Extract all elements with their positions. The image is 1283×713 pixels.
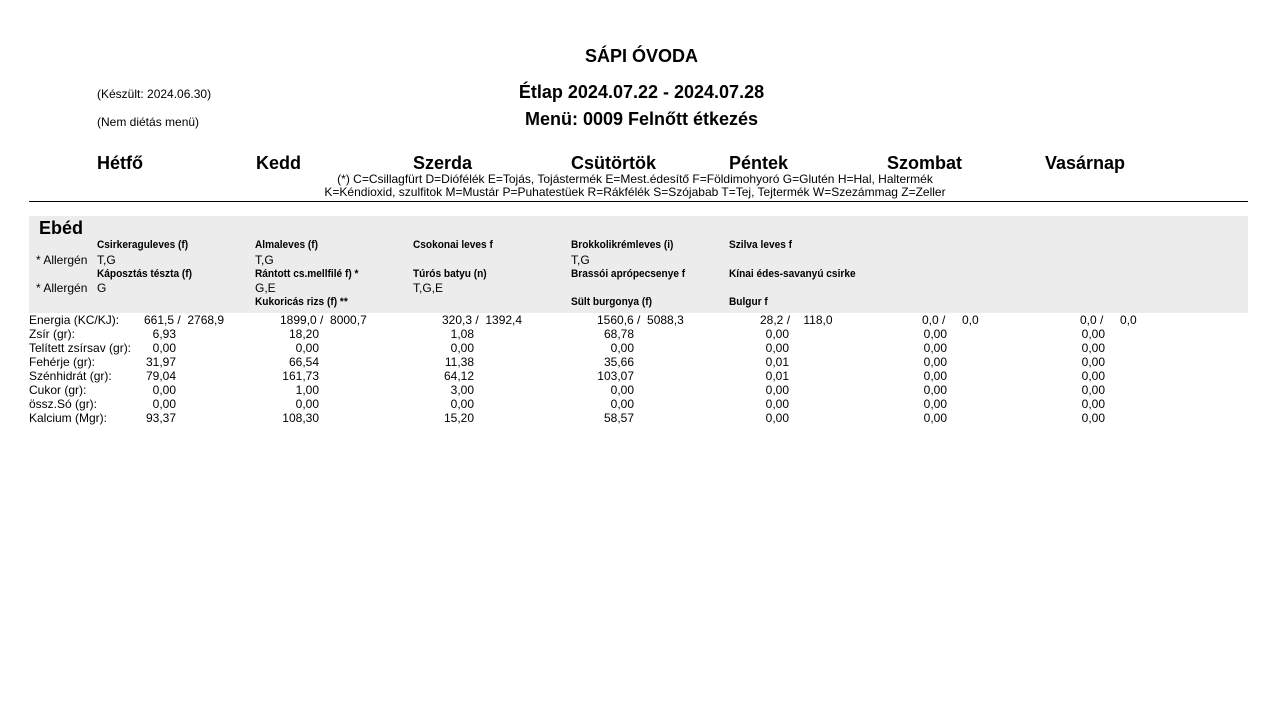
dish-tuesday-3: Kukoricás rizs (f) ** [255, 296, 348, 308]
organization-name: SÁPI ÓVODA [584, 46, 699, 66]
nutrition-value-tuesday: 18,20 [288, 327, 319, 341]
nutrition-value-thursday: 0,00 [610, 397, 634, 411]
nutrition-value-monday: 0,00 [152, 383, 176, 397]
allergen-label-1: * Allergén [36, 253, 88, 267]
nutrition-label: össz.Só (gr): [29, 397, 98, 411]
nutrition-row [0, 411, 1283, 425]
nutrition-value-saturday: 0,00 [923, 411, 947, 425]
nutrition-value-sunday: 0,00 [1081, 341, 1105, 355]
nutrition-value-friday: 0,00 [765, 327, 789, 341]
nutrition-value-tuesday: 1899,0 / 8000,7 [280, 313, 367, 327]
nutrition-value-sunday: 0,00 [1081, 397, 1105, 411]
allergen-tuesday-2: G,E [255, 281, 276, 295]
nutrition-value-monday: 79,04 [145, 369, 176, 383]
nutrition-value-tuesday: 108,30 [282, 411, 319, 425]
allergen-monday-2: G [97, 281, 107, 295]
nutrition-value-thursday: 35,66 [603, 355, 634, 369]
nutrition-row [0, 313, 1283, 327]
nutrition-value-sunday: 0,00 [1081, 327, 1105, 341]
nutrition-value-tuesday: 0,00 [295, 397, 319, 411]
nutrition-value-tuesday: 161,73 [282, 369, 319, 383]
nutrition-row [0, 355, 1283, 369]
nutrition-label: Energia (KC/KJ): [29, 313, 120, 327]
diet-type: (Nem diétás menü) [97, 115, 200, 129]
created-date: (Készült: 2024.06.30) [97, 87, 212, 101]
meal-title: Ebéd [39, 218, 84, 238]
nutrition-row [0, 341, 1283, 355]
nutrition-label: Szénhidrát (gr): [29, 369, 112, 383]
nutrition-value-saturday: 0,00 [923, 355, 947, 369]
nutrition-value-monday: 93,37 [145, 411, 176, 425]
nutrition-value-wednesday: 64,12 [443, 369, 474, 383]
nutrition-value-wednesday: 0,00 [450, 341, 474, 355]
nutrition-value-wednesday: 1,08 [450, 327, 474, 341]
dish-tuesday-2: Rántott cs.mellfilé f) * [255, 268, 359, 280]
menu-name: Menü: 0009 Felnőtt étkezés [524, 109, 759, 129]
nutrition-value-monday: 0,00 [152, 397, 176, 411]
nutrition-value-thursday: 103,07 [597, 369, 634, 383]
dish-wednesday-1: Csokonai leves f [413, 239, 493, 251]
allergen-wednesday-2: T,G,E [413, 281, 444, 295]
nutrition-value-saturday: 0,00 [923, 397, 947, 411]
nutrition-value-monday: 661,5 / 2768,9 [144, 313, 225, 327]
nutrition-value-monday: 0,00 [152, 341, 176, 355]
day-header-friday: Péntek [729, 153, 789, 173]
allergen-thursday-1: T,G [571, 253, 590, 267]
nutrition-value-friday: 0,01 [765, 369, 789, 383]
nutrition-value-saturday: 0,00 [923, 369, 947, 383]
nutrition-value-thursday: 0,00 [610, 341, 634, 355]
nutrition-value-sunday: 0,0 / 0,0 [1080, 313, 1137, 327]
nutrition-value-saturday: 0,00 [923, 327, 947, 341]
nutrition-value-thursday: 0,00 [610, 383, 634, 397]
nutrition-value-tuesday: 0,00 [295, 341, 319, 355]
nutrition-row [0, 369, 1283, 383]
allergen-legend-line-2: K=Kéndioxid, szulfitok M=Mustár P=Puhatestüek R=Rákfélék S=Szójabab T=Tej, Tejtermék W=Szezámmag Z=Zeller [324, 185, 946, 199]
nutrition-row [0, 327, 1283, 341]
allergen-tuesday-1: T,G [255, 253, 274, 267]
header-divider [29, 201, 1248, 202]
nutrition-value-wednesday: 320,3 / 1392,4 [442, 313, 523, 327]
nutrition-label: Cukor (gr): [29, 383, 87, 397]
dish-friday-3: Bulgur f [729, 296, 768, 308]
dish-thursday-2: Brassói aprópecsenye f [571, 268, 686, 280]
dish-monday-2: Káposztás tészta (f) [97, 268, 193, 280]
allergen-label-2: * Allergén [36, 281, 88, 295]
nutrition-value-sunday: 0,00 [1081, 383, 1105, 397]
nutrition-value-saturday: 0,0 / 0,0 [922, 313, 979, 327]
nutrition-label: Telített zsírsav (gr): [29, 341, 132, 355]
nutrition-row [0, 383, 1283, 397]
dish-thursday-1: Brokkolikrémleves (i) [571, 239, 674, 251]
dish-tuesday-1: Almaleves (f) [255, 239, 319, 251]
day-header-thursday: Csütörtök [571, 153, 656, 173]
allergen-monday-1: T,G [97, 253, 116, 267]
nutrition-label: Zsír (gr): [29, 327, 75, 341]
nutrition-value-wednesday: 15,20 [443, 411, 474, 425]
nutrition-row [0, 397, 1283, 411]
nutrition-value-tuesday: 1,00 [295, 383, 319, 397]
nutrition-value-wednesday: 0,00 [450, 397, 474, 411]
nutrition-value-sunday: 0,00 [1081, 369, 1105, 383]
nutrition-value-friday: 0,00 [765, 411, 789, 425]
nutrition-value-friday: 0,00 [765, 341, 789, 355]
menu-period-title: Étlap 2024.07.22 - 2024.07.28 [518, 82, 765, 102]
dish-friday-2: Kínai édes-savanyú csirke [729, 268, 856, 280]
allergen-legend-line-1: (*) C=Csillagfürt D=Diófélék E=Tojás, Tojástermék E=Mest.édesítő F=Földimohyoró G=Glutén H=Hal, Haltermék [337, 172, 933, 186]
nutrition-value-thursday: 58,57 [603, 411, 634, 425]
day-header-wednesday: Szerda [413, 153, 473, 173]
day-header-tuesday: Kedd [256, 153, 301, 173]
dish-thursday-3: Sült burgonya (f) [571, 296, 652, 308]
nutrition-value-friday: 0,01 [765, 355, 789, 369]
nutrition-value-friday: 28,2 / 118,0 [760, 313, 833, 327]
dish-monday-1: Csirkeraguleves (f) [97, 239, 189, 251]
nutrition-value-friday: 0,00 [765, 397, 789, 411]
nutrition-value-wednesday: 3,00 [450, 383, 474, 397]
day-header-saturday: Szombat [887, 153, 963, 173]
nutrition-value-wednesday: 11,38 [444, 355, 474, 369]
day-header-sunday: Vasárnap [1045, 153, 1126, 173]
nutrition-value-tuesday: 66,54 [288, 355, 319, 369]
nutrition-value-thursday: 68,78 [603, 327, 634, 341]
nutrition-value-thursday: 1560,6 / 5088,3 [597, 313, 684, 327]
dish-friday-1: Szilva leves f [729, 239, 793, 251]
day-header-monday: Hétfő [97, 153, 143, 173]
nutrition-table [0, 313, 1283, 425]
nutrition-value-sunday: 0,00 [1081, 355, 1105, 369]
nutrition-label: Kalcium (Mgr): [29, 411, 108, 425]
dish-wednesday-2: Túrós batyu (n) [413, 268, 487, 280]
nutrition-value-saturday: 0,00 [923, 341, 947, 355]
nutrition-label: Fehérje (gr): [29, 355, 96, 369]
nutrition-value-saturday: 0,00 [923, 383, 947, 397]
nutrition-value-monday: 31,97 [145, 355, 176, 369]
nutrition-value-sunday: 0,00 [1081, 411, 1105, 425]
nutrition-value-friday: 0,00 [765, 383, 789, 397]
nutrition-value-monday: 6,93 [152, 327, 176, 341]
